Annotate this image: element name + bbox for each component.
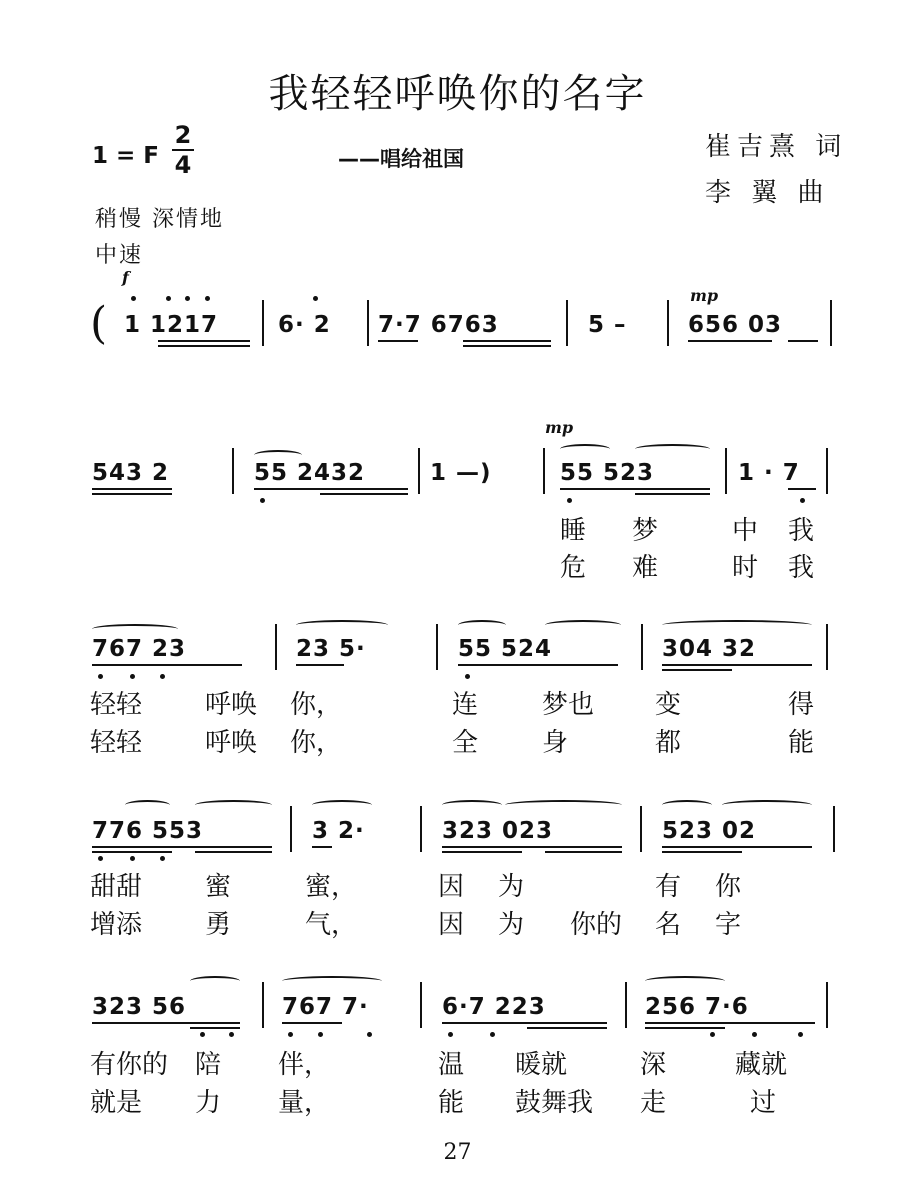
measure-5: 656 03 [688,312,783,338]
barline [436,624,438,670]
lyric: 因 [438,872,465,902]
underline [320,493,408,495]
slur [296,620,388,630]
low-dot [800,498,805,503]
underline [92,851,172,853]
slur [662,620,812,630]
low-dot [160,674,165,679]
measure-19: 323 56 [92,994,187,1020]
lyric: 伴， [278,1050,331,1080]
meter-top: 2 [174,121,192,149]
underline [527,1027,607,1029]
underline [688,340,772,342]
low-dot [160,856,165,861]
barline [420,806,422,852]
lyric: 呼唤 [205,690,258,720]
lyric: 呼唤 [205,728,258,758]
subtitle: ——唱给祖国 [338,147,464,171]
tempo-marking: 稍慢 深情地 [95,207,224,232]
low-dot [98,674,103,679]
measure-11: 767 23 [92,636,187,662]
lyric: 睡 [560,516,587,546]
lyricist-credit: 崔吉熹 词 [705,132,848,162]
lyric: 因 [438,910,465,940]
lyric: 时 [732,553,759,583]
barline [725,448,727,494]
lyric: 深 [640,1050,667,1080]
underline [190,1027,240,1029]
key-signature: 1 = F [92,143,160,169]
lyric: 你， [290,690,343,720]
underline [442,851,522,853]
underline [662,669,732,671]
low-dot [98,856,103,861]
lyric: 名 [655,910,682,940]
low-dot [567,498,572,503]
low-dot [710,1032,715,1037]
lyric: 有你的 [90,1050,169,1080]
lyric: 你， [290,728,343,758]
measure-10: 1 · 7 [738,460,800,486]
measure-21: 6·7 223 [442,994,546,1020]
underline [296,664,344,666]
lyric: 勇 [205,910,232,940]
slur [560,444,610,454]
barline [826,982,828,1028]
lyric: 都 [655,728,682,758]
underline [458,664,618,666]
lyric: 甜甜 [90,872,143,902]
lyric: 鼓舞我 [515,1088,594,1118]
barline [830,300,832,346]
slur [505,800,622,810]
low-dot [367,1032,372,1037]
underline [545,851,622,853]
underline [442,1022,607,1024]
lyric: 我 [788,553,815,583]
underline [92,493,172,495]
low-dot [288,1032,293,1037]
underline [463,340,551,342]
time-signature [170,122,196,178]
low-dot [200,1032,205,1037]
slur [635,444,710,454]
dynamic-mp: mp [545,418,574,437]
dynamic-f: f [122,268,129,287]
lyric: 危 [560,553,587,583]
lyric: 我 [788,516,815,546]
slur [282,976,382,986]
slur [190,976,240,986]
barline [367,300,369,346]
barline [262,982,264,1028]
lyric: 能 [788,728,815,758]
measure-2: 6· 2 [278,312,331,338]
low-dot [465,674,470,679]
barline [826,448,828,494]
underline [463,345,551,347]
lyric: 你的 [570,910,623,940]
slur [195,800,272,810]
lyric: 轻轻 [90,728,143,758]
barline [420,982,422,1028]
lyric: 梦也 [542,690,595,720]
repeat-paren: ( [90,298,108,349]
lyric: 身 [542,728,569,758]
measure-3: 7·7 6763 [378,312,499,338]
song-title: 我轻轻呼唤你的名字 [268,71,647,117]
barline [640,806,642,852]
underline [635,493,710,495]
underline [662,846,812,848]
underline [788,488,816,490]
lyric: 中 [732,516,759,546]
underline [560,488,710,490]
measure-15: 776 553 [92,818,204,844]
low-dot [260,498,265,503]
slur [254,450,302,460]
measure-20: 767 7· [282,994,369,1020]
lyric: 有 [655,872,682,902]
lyric: 走 [640,1088,667,1118]
lyric: 字 [715,910,742,940]
underline [158,340,250,342]
slur [645,976,725,986]
low-dot [130,856,135,861]
slur [545,620,621,630]
slur [92,624,178,634]
measure-1: 1 1217 [124,312,219,338]
lyric: 陪 [195,1050,222,1080]
lyric: 为 [498,872,525,902]
barline [275,624,277,670]
lyric: 过 [750,1088,777,1118]
high-dot [166,296,171,301]
barline [543,448,545,494]
high-dot [131,296,136,301]
low-dot [798,1032,803,1037]
low-dot [448,1032,453,1037]
underline [788,340,818,342]
underline [662,664,812,666]
high-dot [205,296,210,301]
slur [442,800,502,810]
barline [290,806,292,852]
high-dot [313,296,318,301]
measure-18: 523 02 [662,818,757,844]
lyric: 增添 [90,910,143,940]
underline [92,664,242,666]
composer-credit: 李 翼 曲 [705,178,830,208]
underline [92,1022,240,1024]
tempo-marking-2: 中速 [95,243,144,268]
barline [418,448,420,494]
barline [826,624,828,670]
measure-14: 304 32 [662,636,757,662]
lyric: 暖就 [515,1050,568,1080]
underline [158,345,250,347]
lyric: 连 [452,690,479,720]
underline [645,1022,815,1024]
barline [566,300,568,346]
lyric: 力 [195,1088,222,1118]
lyric: 就是 [90,1088,143,1118]
lyric: 为 [498,910,525,940]
barline [262,300,264,346]
slur [458,620,506,630]
lyric: 梦 [632,516,659,546]
slur [662,800,712,810]
barline [833,806,835,852]
underline [92,488,172,490]
low-dot [229,1032,234,1037]
barline [232,448,234,494]
measure-13: 55 524 [458,636,553,662]
slur [722,800,812,810]
low-dot [318,1032,323,1037]
lyric: 藏就 [735,1050,788,1080]
page-number: 27 [443,1140,472,1165]
underline [378,340,418,342]
lyric: 变 [655,690,682,720]
measure-7: 55 2432 [254,460,366,486]
high-dot [185,296,190,301]
underline [662,851,742,853]
low-dot [752,1032,757,1037]
lyric: 轻轻 [90,690,143,720]
measure-8: 1 —) [430,460,492,486]
dynamic-mp: mp [690,286,719,305]
underline [645,1027,725,1029]
underline [254,488,408,490]
meter-bottom: 4 [174,151,192,179]
measure-4: 5 – [588,312,627,338]
measure-16: 3 2· [312,818,365,844]
measure-6: 543 2 [92,460,170,486]
underline [282,1022,342,1024]
measure-12: 23 5· [296,636,366,662]
lyric: 蜜， [305,872,358,902]
low-dot [130,674,135,679]
lyric: 你 [715,872,742,902]
measure-17: 323 023 [442,818,554,844]
lyric: 蜜 [205,872,232,902]
underline [92,846,272,848]
slur [312,800,372,810]
barline [667,300,669,346]
barline [641,624,643,670]
lyric: 能 [438,1088,465,1118]
lyric: 全 [452,728,479,758]
lyric: 温 [438,1050,465,1080]
lyric: 气， [305,910,358,940]
low-dot [490,1032,495,1037]
measure-9: 55 523 [560,460,655,486]
lyric: 难 [632,553,659,583]
lyric: 量， [278,1088,331,1118]
underline [312,846,332,848]
underline [442,846,622,848]
barline [625,982,627,1028]
measure-22: 256 7·6 [645,994,749,1020]
lyric: 得 [788,690,815,720]
slur [125,800,170,810]
underline [195,851,272,853]
